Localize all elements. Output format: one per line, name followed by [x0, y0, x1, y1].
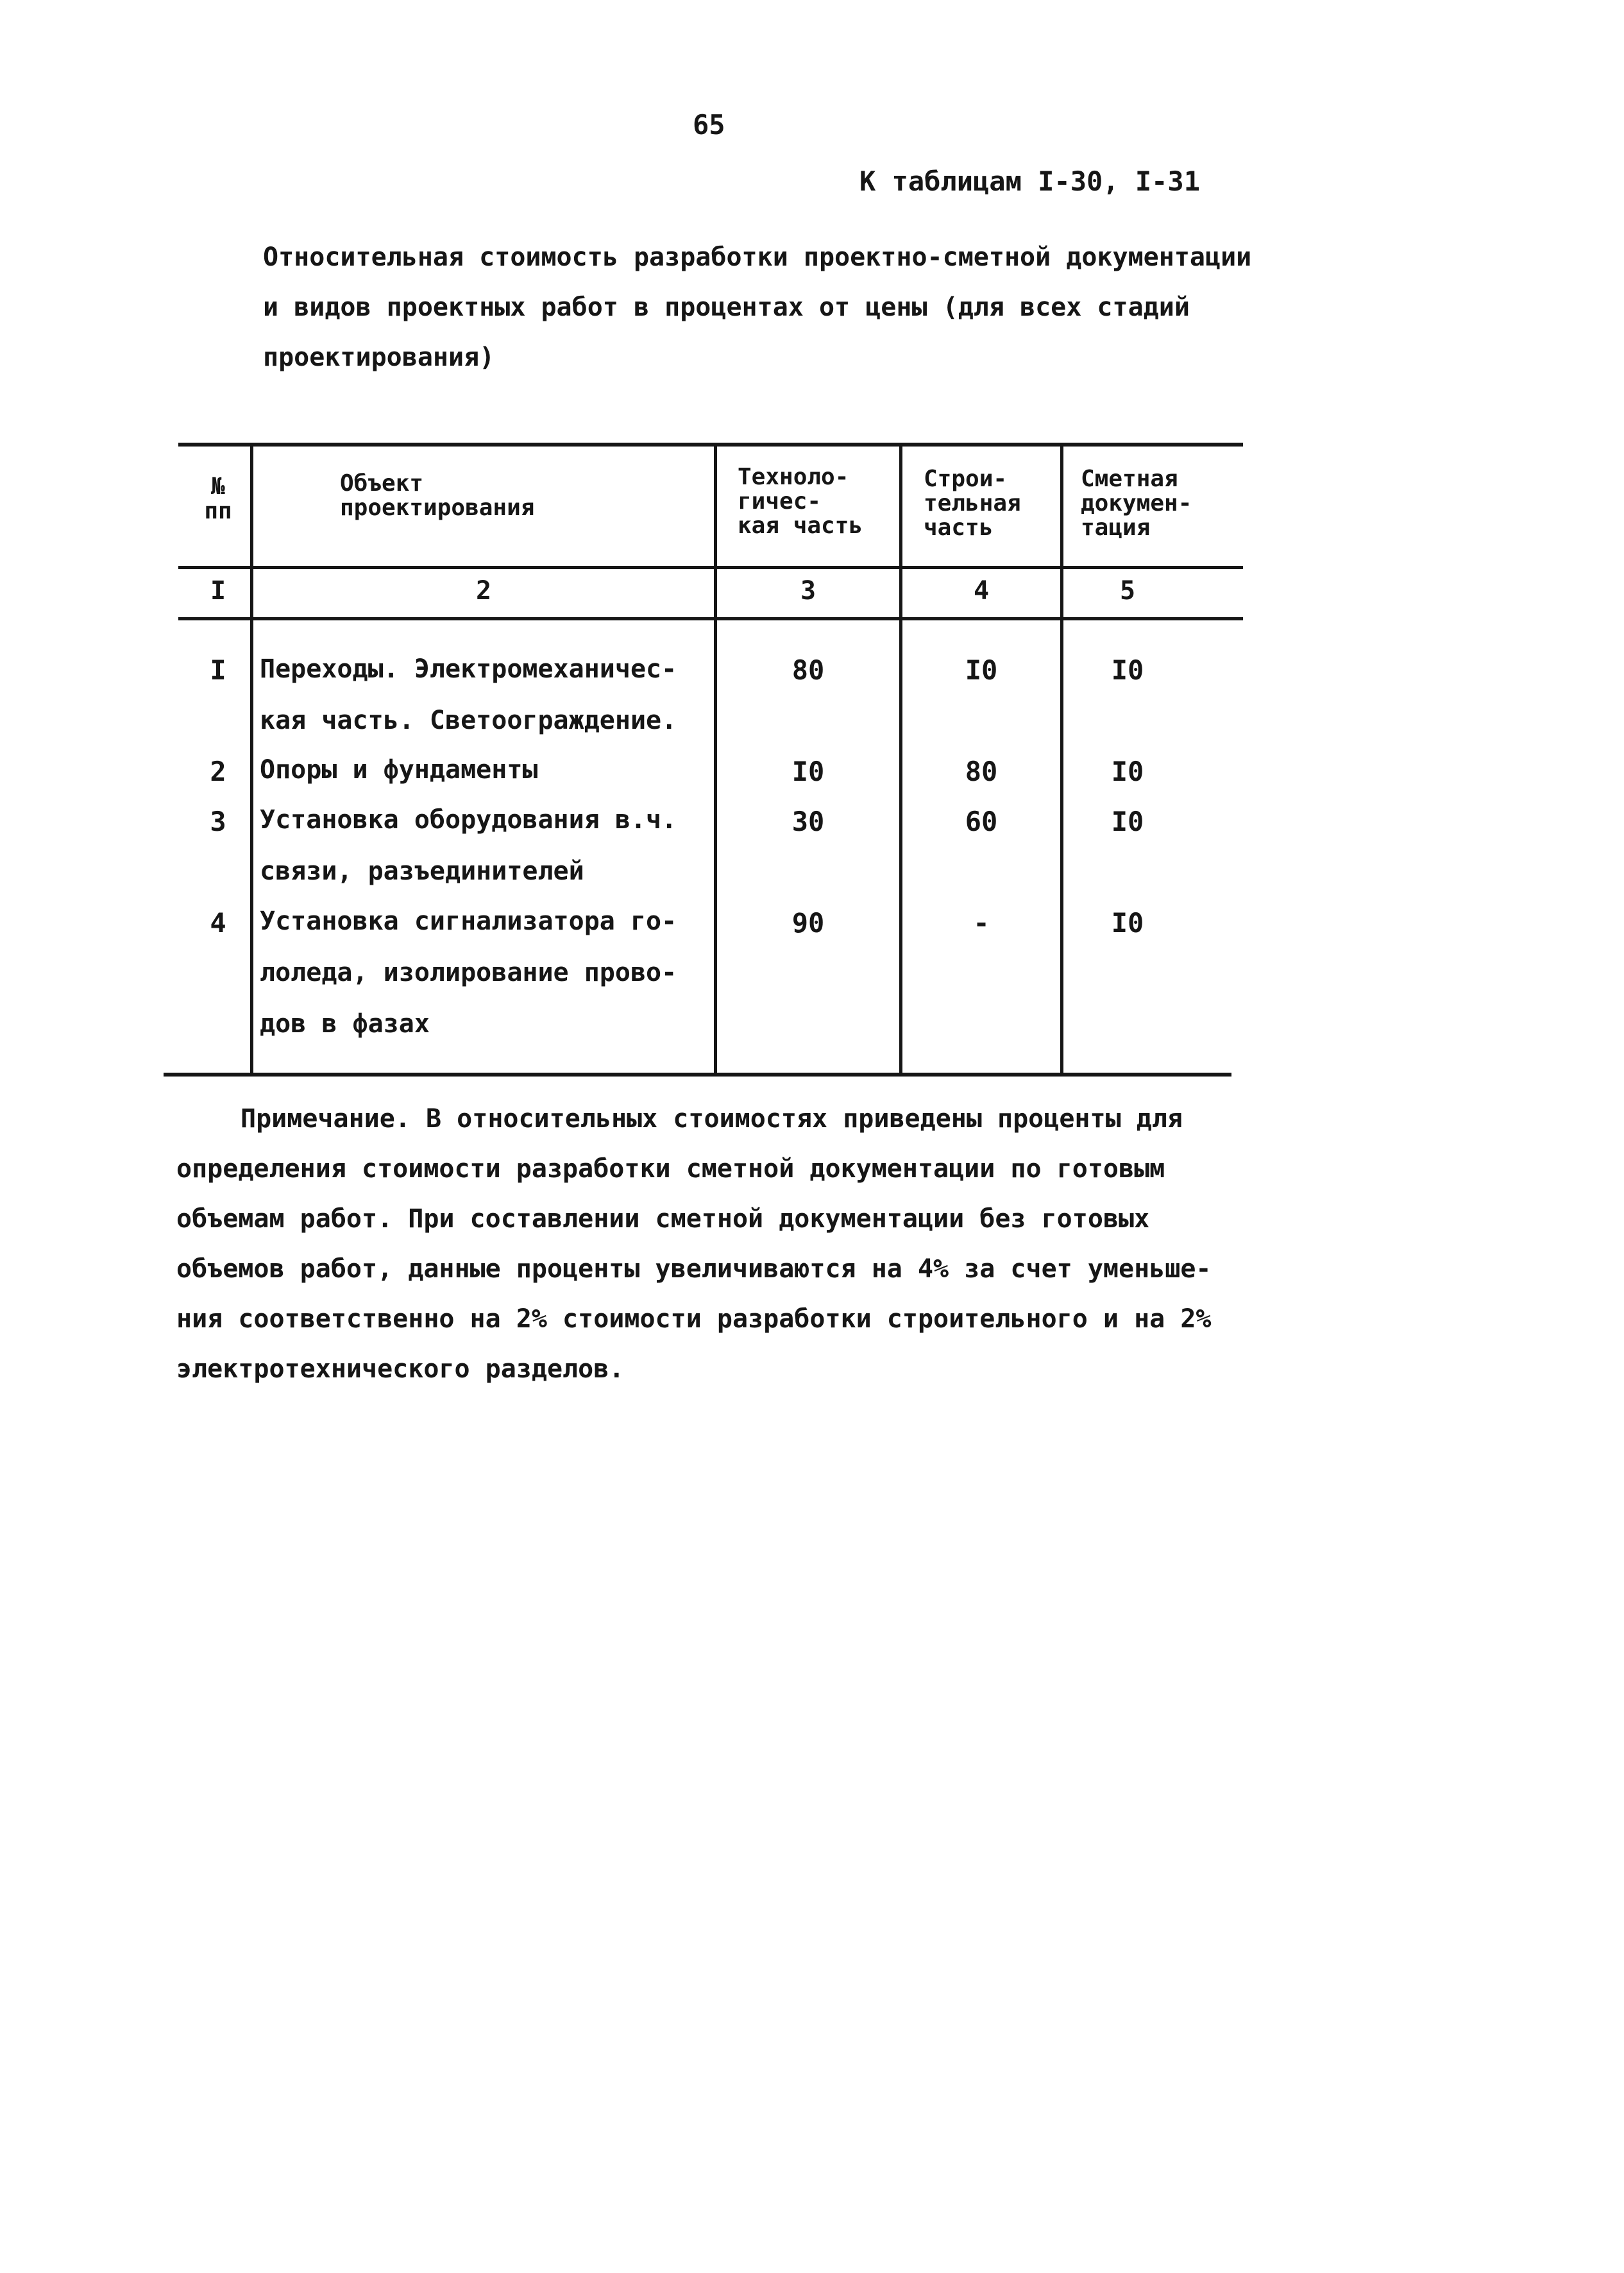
- colnum-4: 4: [973, 576, 990, 606]
- col-divider-1: [250, 445, 253, 1073]
- header-tech: Техноло- гичес- кая часть: [738, 464, 863, 539]
- header-constr: Строи- тельная часть: [924, 466, 1021, 541]
- row1-constr: I0: [965, 654, 998, 686]
- colnum-bottom-border: [178, 617, 1243, 620]
- row1-estimate: I0: [1111, 654, 1144, 686]
- colnum-2: 2: [475, 576, 492, 606]
- colnum-1: I: [210, 576, 226, 606]
- note-line-1: Примечание. В относительных стоимостях приведены проценты для: [241, 1104, 1183, 1134]
- row2-tech: I0: [791, 756, 825, 787]
- row4-object: Установка сигнализатора го- лоледа, изолирование прово- дов в фазах: [260, 907, 677, 1039]
- row2-constr: 80: [965, 756, 998, 787]
- table-reference: К таблицам I-30, I-31: [859, 166, 1201, 197]
- header-num: № пп: [204, 473, 232, 524]
- row1-tech: 80: [791, 654, 825, 686]
- row3-num: 3: [210, 806, 226, 837]
- note-line-6: электротехнического разделов.: [176, 1354, 625, 1384]
- header-object: Объект проектирования: [340, 470, 535, 521]
- document-title: Относительная стоимость разработки проектно-сметной документации и видов проектных работ в процентах от цены (для всех стадий проектирования): [263, 243, 1252, 372]
- table-note: [176, 1094, 1254, 1394]
- row3-constr: 60: [965, 806, 998, 837]
- table-bottom-border: [164, 1073, 1231, 1077]
- row4-num: 4: [210, 907, 226, 939]
- row4-constr: -: [973, 907, 990, 939]
- note-line-2: определения стоимости разработки сметной документации по готовым: [176, 1154, 1165, 1184]
- row3-tech: 30: [791, 806, 825, 837]
- table-top-border: [178, 443, 1243, 447]
- row3-object: Установка оборудования в.ч. связи, разъединителей: [260, 805, 677, 886]
- note-line-4: объемов работ, данные проценты увеличиваются на 4% за счет уменьше-: [176, 1254, 1212, 1284]
- row2-num: 2: [210, 756, 226, 787]
- row4-estimate: I0: [1111, 907, 1144, 939]
- note-line-5: ния соответственно на 2% стоимости разработки строительного и на 2%: [176, 1304, 1212, 1334]
- row4-tech: 90: [791, 907, 825, 939]
- header-estimate: Сметная докумен- тация: [1081, 466, 1192, 541]
- row1-object: Переходы. Электромеханичес- кая часть. Светоограждение.: [260, 654, 677, 735]
- colnum-5: 5: [1119, 576, 1136, 606]
- header-bottom-border: [178, 566, 1243, 569]
- row3-estimate: I0: [1111, 806, 1144, 837]
- page-number: 65: [693, 109, 725, 140]
- row2-object: Опоры и фундаменты: [260, 755, 538, 785]
- note-line-3: объемам работ. При составлении сметной документации без готовых: [176, 1204, 1150, 1234]
- row2-estimate: I0: [1111, 756, 1144, 787]
- colnum-3: 3: [800, 576, 816, 606]
- row1-num: I: [210, 654, 226, 686]
